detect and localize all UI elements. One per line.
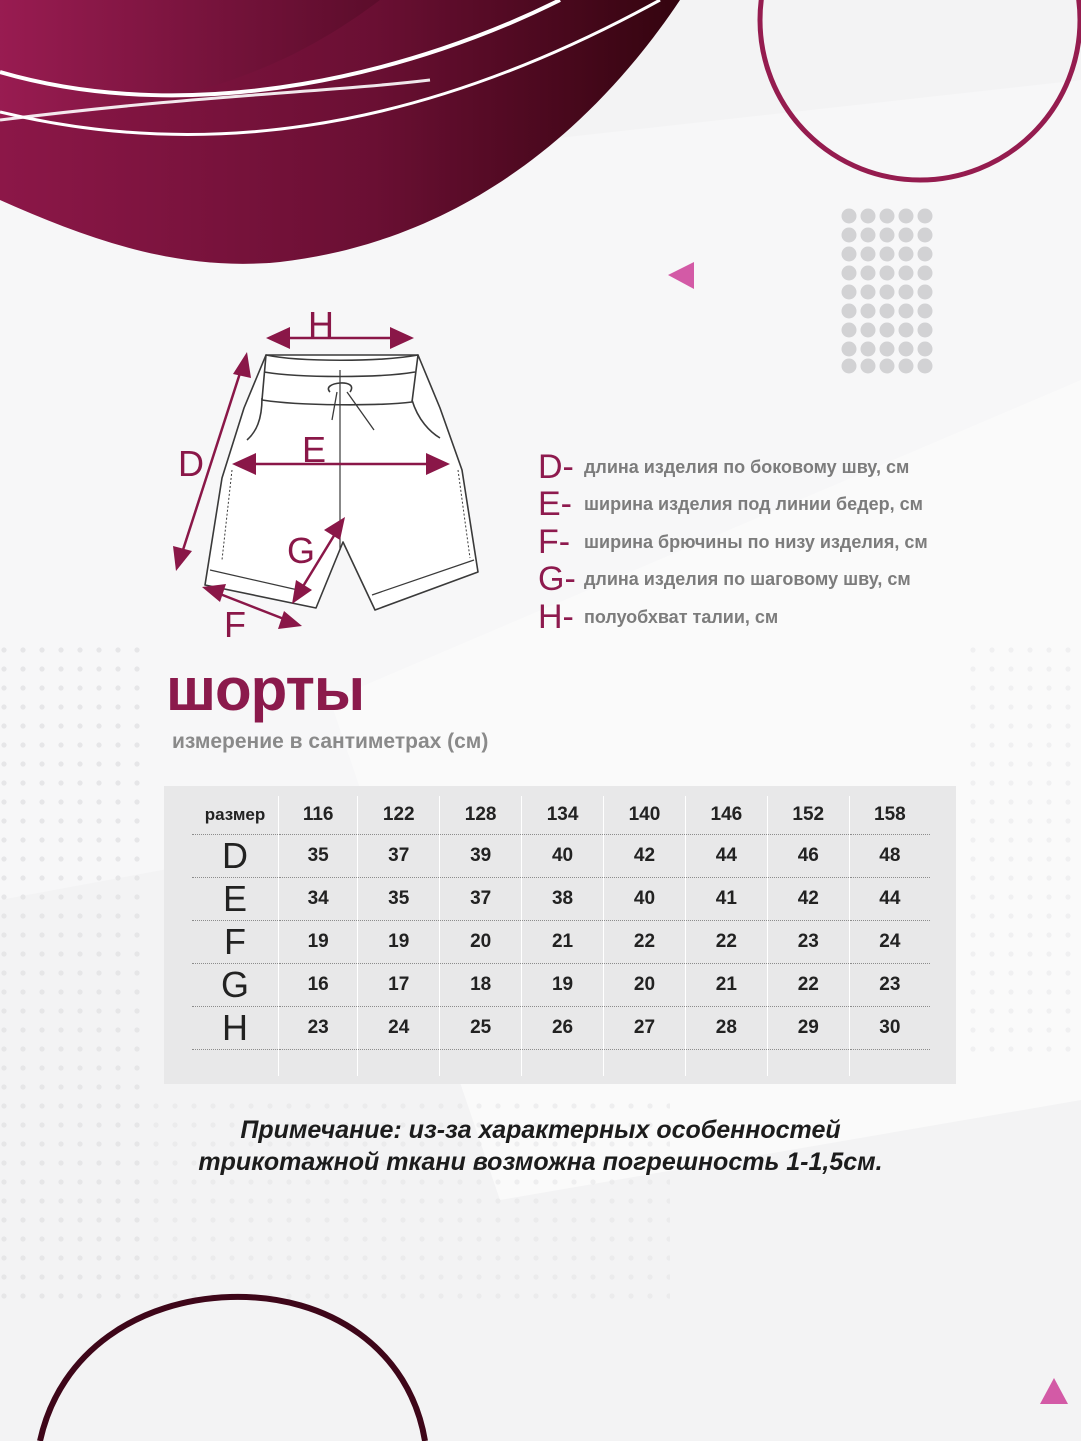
row-label: H	[192, 1007, 279, 1050]
table-cell: 20	[604, 964, 686, 1007]
table-cell: 27	[604, 1007, 686, 1050]
table-cell: 46	[767, 835, 849, 878]
size-header: 134	[522, 796, 604, 835]
table-cell: 42	[767, 878, 849, 921]
table-cell: 28	[685, 1007, 767, 1050]
shorts-outline-icon	[205, 355, 478, 610]
size-header: 128	[440, 796, 522, 835]
legend-letter: D-	[538, 448, 574, 486]
table-cell: 20	[440, 921, 522, 964]
table-header-row	[192, 796, 930, 835]
note-line-2: трикотажной ткани возможна погрешность 1-1,5см.	[198, 1148, 883, 1176]
table-cell: 30	[849, 1007, 930, 1050]
row-label: F	[192, 921, 279, 964]
page-title: шорты	[166, 656, 365, 723]
table-cell: 19	[522, 964, 604, 1007]
table-row	[192, 921, 930, 964]
table-cell-empty	[522, 1050, 604, 1077]
table-cell: 37	[358, 835, 440, 878]
table-cell: 38	[522, 878, 604, 921]
legend-item-d	[538, 448, 909, 486]
table-cell: 48	[849, 835, 930, 878]
table-header-label: размер	[192, 796, 279, 835]
table-cell: 25	[440, 1007, 522, 1050]
table-cell: 44	[849, 878, 930, 921]
page-subtitle: измерение в сантиметрах (см)	[172, 730, 489, 753]
table-cell: 40	[522, 835, 604, 878]
size-table	[192, 796, 930, 1076]
table-cell-empty	[604, 1050, 686, 1077]
table-cell: 29	[767, 1007, 849, 1050]
table-cell: 35	[358, 878, 440, 921]
table-cell-empty	[685, 1050, 767, 1077]
table-cell-empty	[192, 1050, 279, 1077]
table-cell: 22	[767, 964, 849, 1007]
table-row	[192, 1007, 930, 1050]
legend-text: полуобхват талии, см	[584, 606, 779, 627]
table-cell: 41	[685, 878, 767, 921]
legend-text: длина изделия по боковому шву, см	[584, 456, 910, 477]
table-cell-empty	[849, 1050, 930, 1077]
legend-text: ширина изделия под линии бедер, см	[584, 493, 923, 514]
note-line-1: Примечание: из-за характерных особенностей	[240, 1116, 841, 1144]
legend-text: ширина брючины по низу изделия, см	[584, 531, 928, 552]
table-row	[192, 964, 930, 1007]
table-cell: 21	[522, 921, 604, 964]
legend-letter: G-	[538, 560, 576, 598]
size-header: 146	[685, 796, 767, 835]
size-header: 152	[767, 796, 849, 835]
row-label: G	[192, 964, 279, 1007]
table-cell: 22	[604, 921, 686, 964]
legend-letter: H-	[538, 598, 574, 636]
size-header: 158	[849, 796, 930, 835]
legend-text: длина изделия по шаговому шву, см	[584, 568, 911, 589]
table-cell: 16	[279, 964, 358, 1007]
size-header: 140	[604, 796, 686, 835]
legend-item-g	[538, 560, 911, 598]
table-spacer-row	[192, 1050, 930, 1077]
legend-letter: E-	[538, 485, 572, 523]
size-header: 122	[358, 796, 440, 835]
row-label: D	[192, 835, 279, 878]
table-cell-empty	[440, 1050, 522, 1077]
table-cell: 19	[279, 921, 358, 964]
table-cell-empty	[767, 1050, 849, 1077]
table-cell: 19	[358, 921, 440, 964]
table-cell: 34	[279, 878, 358, 921]
table-row	[192, 878, 930, 921]
table-cell-empty	[279, 1050, 358, 1077]
table-cell: 24	[358, 1007, 440, 1050]
diagram-label-h: H	[308, 304, 334, 345]
table-cell: 24	[849, 921, 930, 964]
table-cell: 21	[685, 964, 767, 1007]
table-cell: 23	[849, 964, 930, 1007]
legend-item-e	[538, 485, 923, 523]
diagram-label-e: E	[302, 429, 327, 470]
table-cell: 17	[358, 964, 440, 1007]
diagram-label-f: F	[224, 604, 246, 645]
table-cell: 37	[440, 878, 522, 921]
table-cell: 44	[685, 835, 767, 878]
table-cell: 18	[440, 964, 522, 1007]
table-cell: 39	[440, 835, 522, 878]
diagram-label-g: G	[287, 530, 316, 571]
table-cell: 23	[767, 921, 849, 964]
legend-item-f	[538, 523, 928, 561]
size-header: 116	[279, 796, 358, 835]
table-cell: 22	[685, 921, 767, 964]
table-cell: 35	[279, 835, 358, 878]
table-cell: 26	[522, 1007, 604, 1050]
row-label: E	[192, 878, 279, 921]
table-cell: 23	[279, 1007, 358, 1050]
diagram-label-d: D	[178, 443, 204, 484]
legend-item-h	[538, 598, 778, 636]
table-row	[192, 835, 930, 878]
legend-letter: F-	[538, 523, 571, 561]
table-cell: 40	[604, 878, 686, 921]
table-cell: 42	[604, 835, 686, 878]
table-cell-empty	[358, 1050, 440, 1077]
